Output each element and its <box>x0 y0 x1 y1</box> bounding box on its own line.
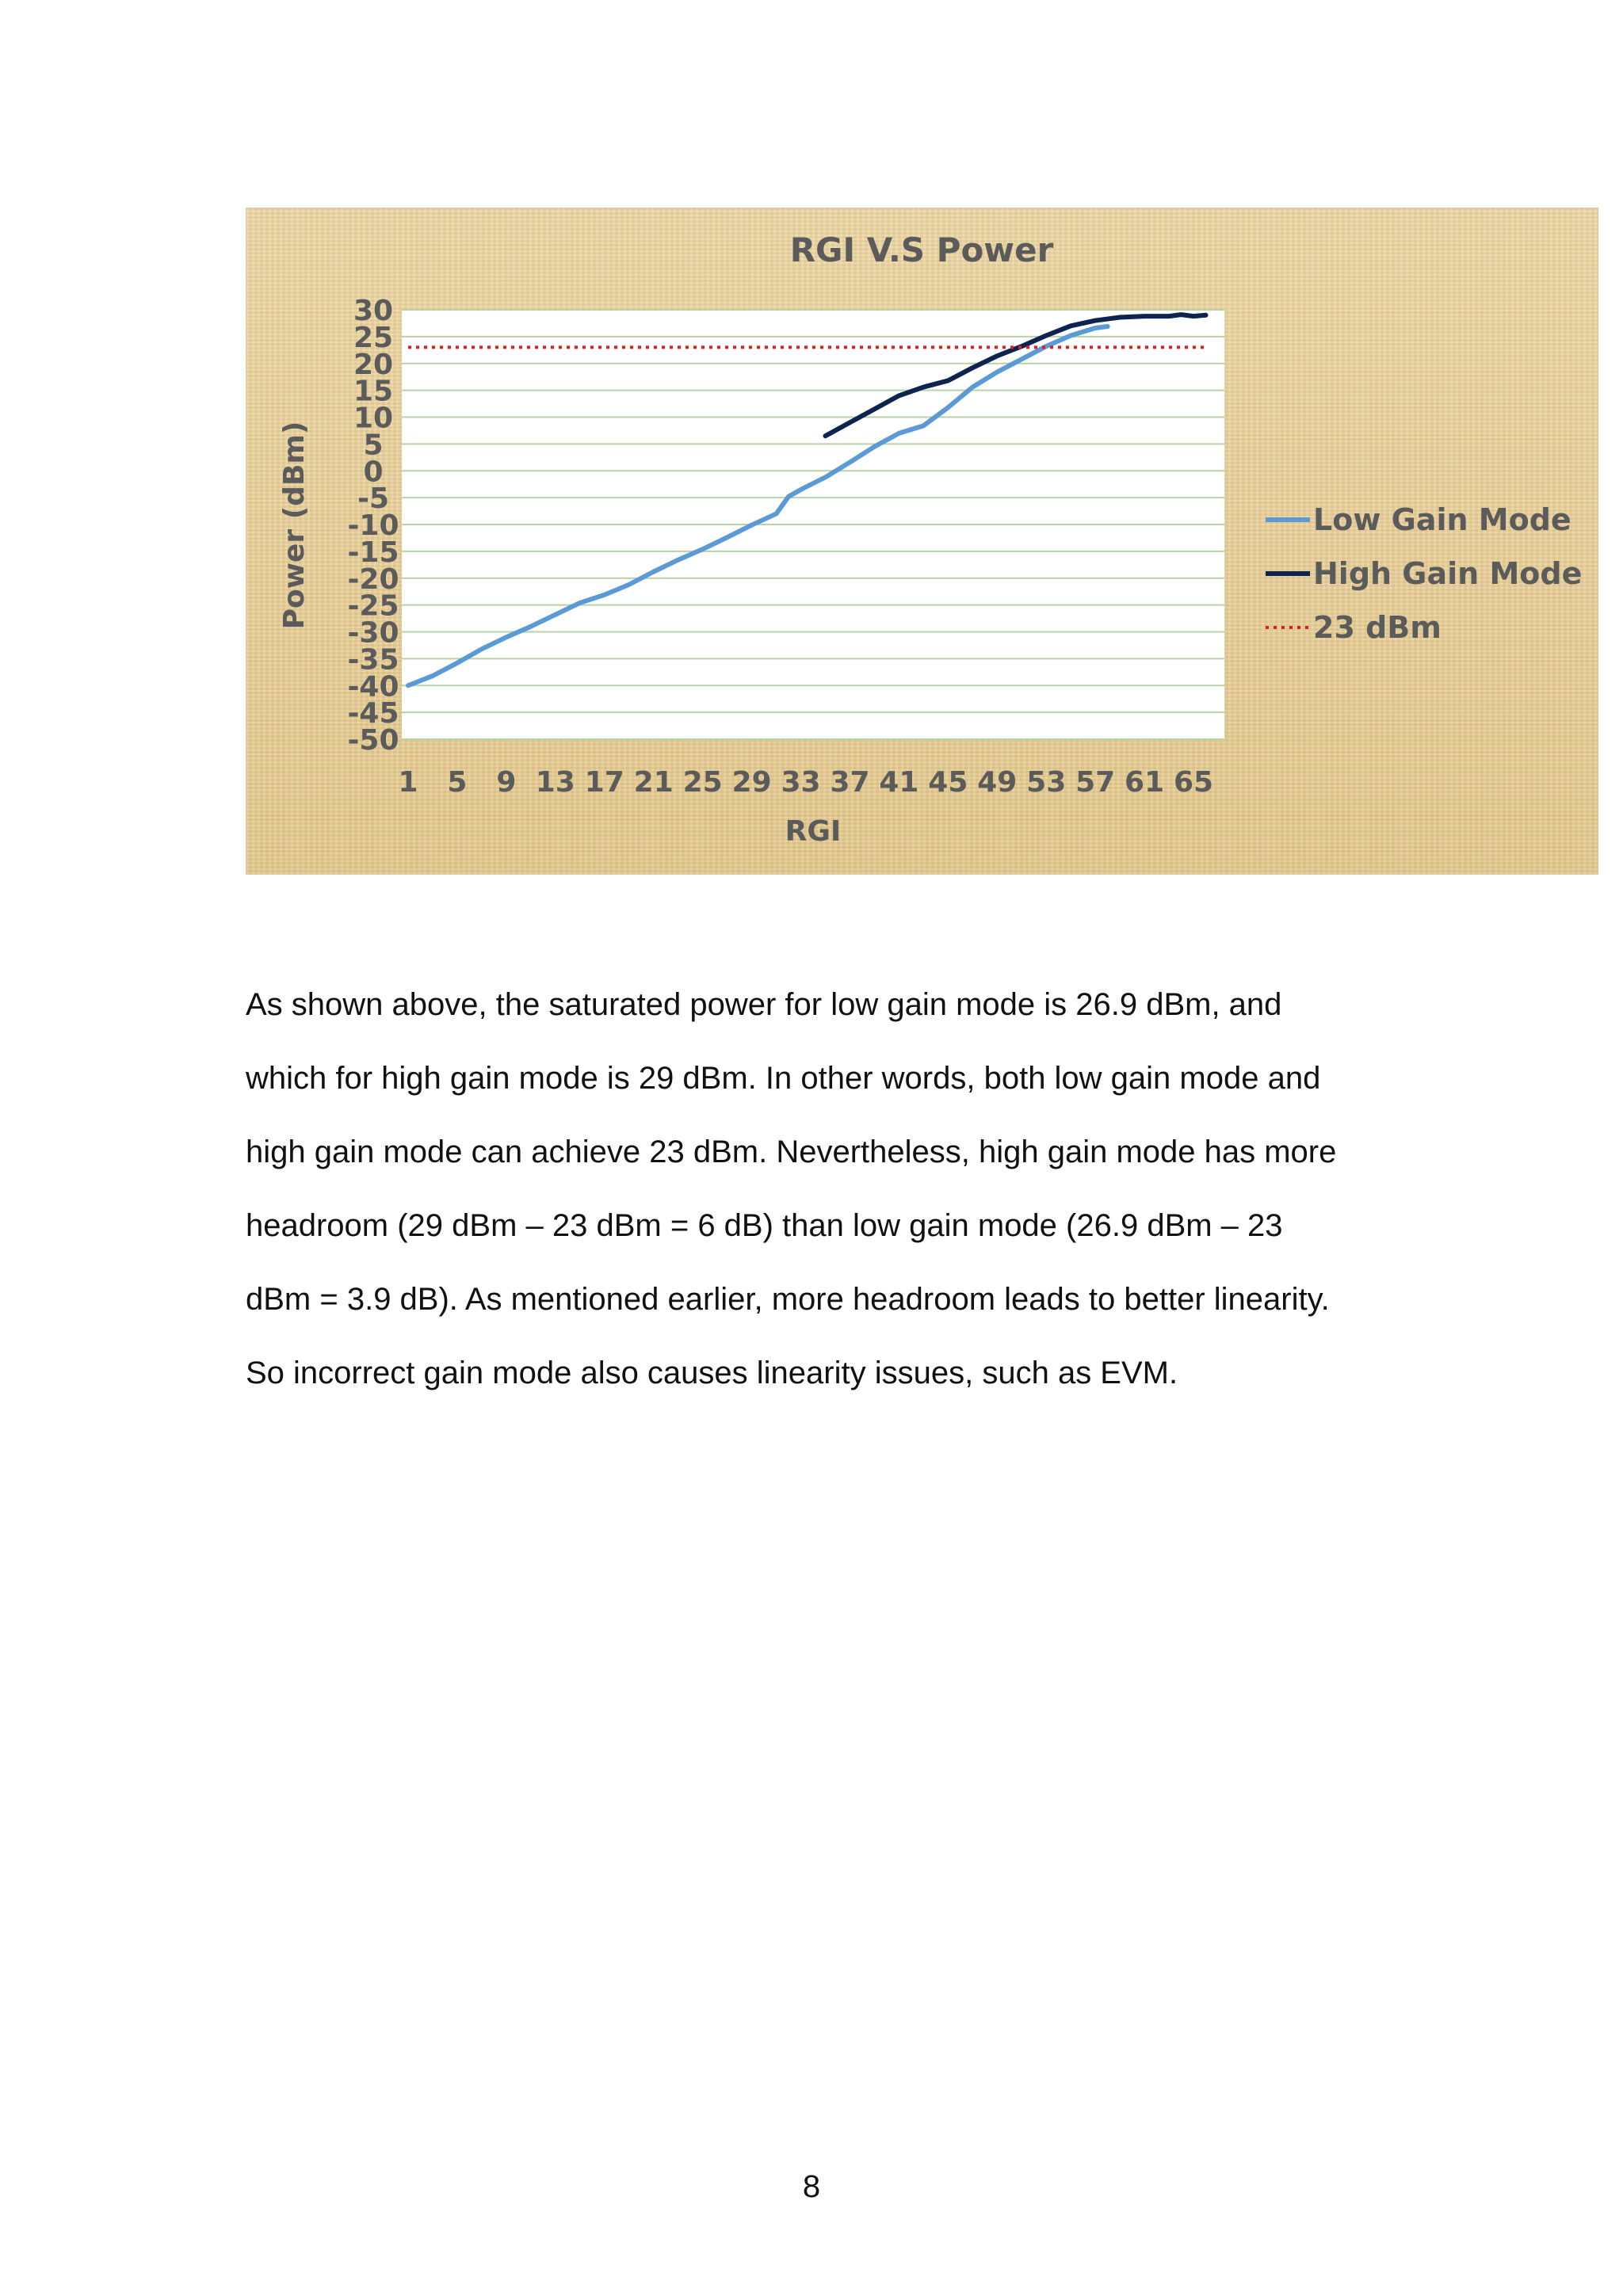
y-tick-label: -5 <box>357 482 389 516</box>
body-paragraph <box>246 968 1387 1410</box>
y-tick-label: 20 <box>353 348 394 381</box>
x-axis-label: RGI <box>785 815 842 848</box>
y-axis-label: Power (dBm) <box>278 421 311 630</box>
x-tick-label: 21 <box>633 766 674 799</box>
x-tick-label: 1 <box>398 766 418 799</box>
legend-label: Low Gain Mode <box>1313 502 1571 537</box>
x-tick-label: 57 <box>1075 766 1116 799</box>
x-tick-label: 25 <box>682 766 723 799</box>
x-tick-label: 5 <box>447 766 468 799</box>
paragraph-line-4: headroom (29 dBm – 23 dBm = 6 dB) than low gain mode (26.9 dBm – 23 <box>246 1208 1283 1243</box>
y-tick-label: 15 <box>353 375 394 408</box>
paragraph-line-2: which for high gain mode is 29 dBm. In other words, both low gain mode and <box>246 1061 1321 1096</box>
x-tick-label: 37 <box>830 766 870 799</box>
y-tick-label: -30 <box>347 616 399 650</box>
x-tick-label: 33 <box>781 766 821 799</box>
x-tick-label: 29 <box>731 766 772 799</box>
rgi-power-chart <box>246 208 1598 874</box>
chart-panel <box>246 208 1598 875</box>
y-tick-label: -25 <box>347 589 399 623</box>
y-tick-label: -50 <box>347 724 399 757</box>
x-tick-label: 45 <box>928 766 968 799</box>
y-tick-label: -40 <box>347 670 399 704</box>
paragraph-line-5: dBm = 3.9 dB). As mentioned earlier, more headroom leads to better linearity. <box>246 1282 1330 1317</box>
paragraph-line-3: high gain mode can achieve 23 dBm. Nevertheless, high gain mode has more <box>246 1135 1337 1169</box>
page-number: 8 <box>802 2169 821 2204</box>
legend-label: 23 dBm <box>1313 610 1442 645</box>
x-tick-label: 41 <box>879 766 919 799</box>
legend <box>1266 502 1582 645</box>
y-tick-label: 5 <box>363 429 384 462</box>
y-tick-label: -45 <box>347 697 399 730</box>
legend-label: High Gain Mode <box>1313 556 1583 591</box>
x-tick-label: 13 <box>535 766 575 799</box>
y-tick-label: 30 <box>353 295 394 327</box>
chart-title: RGI V.S Power <box>789 231 1054 269</box>
paragraph-line-1: As shown above, the saturated power for low gain mode is 26.9 dBm, and <box>246 987 1282 1022</box>
y-tick-label: -10 <box>347 509 399 542</box>
y-tick-label: -20 <box>347 563 399 596</box>
y-tick-label: 10 <box>353 402 394 435</box>
y-tick-label: 25 <box>353 321 394 354</box>
x-tick-label: 17 <box>584 766 624 799</box>
y-tick-label: -15 <box>347 536 399 569</box>
y-tick-labels <box>347 295 399 757</box>
y-tick-label: 0 <box>363 456 384 489</box>
paragraph-line-6: So incorrect gain mode also causes linearity issues, such as EVM. <box>246 1356 1178 1390</box>
x-tick-label: 49 <box>977 766 1018 799</box>
x-tick-label: 9 <box>496 766 517 799</box>
x-tick-label: 53 <box>1026 766 1067 799</box>
y-tick-label: -35 <box>347 643 399 677</box>
x-tick-labels <box>398 766 1213 799</box>
x-tick-label: 65 <box>1173 766 1214 799</box>
x-tick-label: 61 <box>1125 766 1165 799</box>
